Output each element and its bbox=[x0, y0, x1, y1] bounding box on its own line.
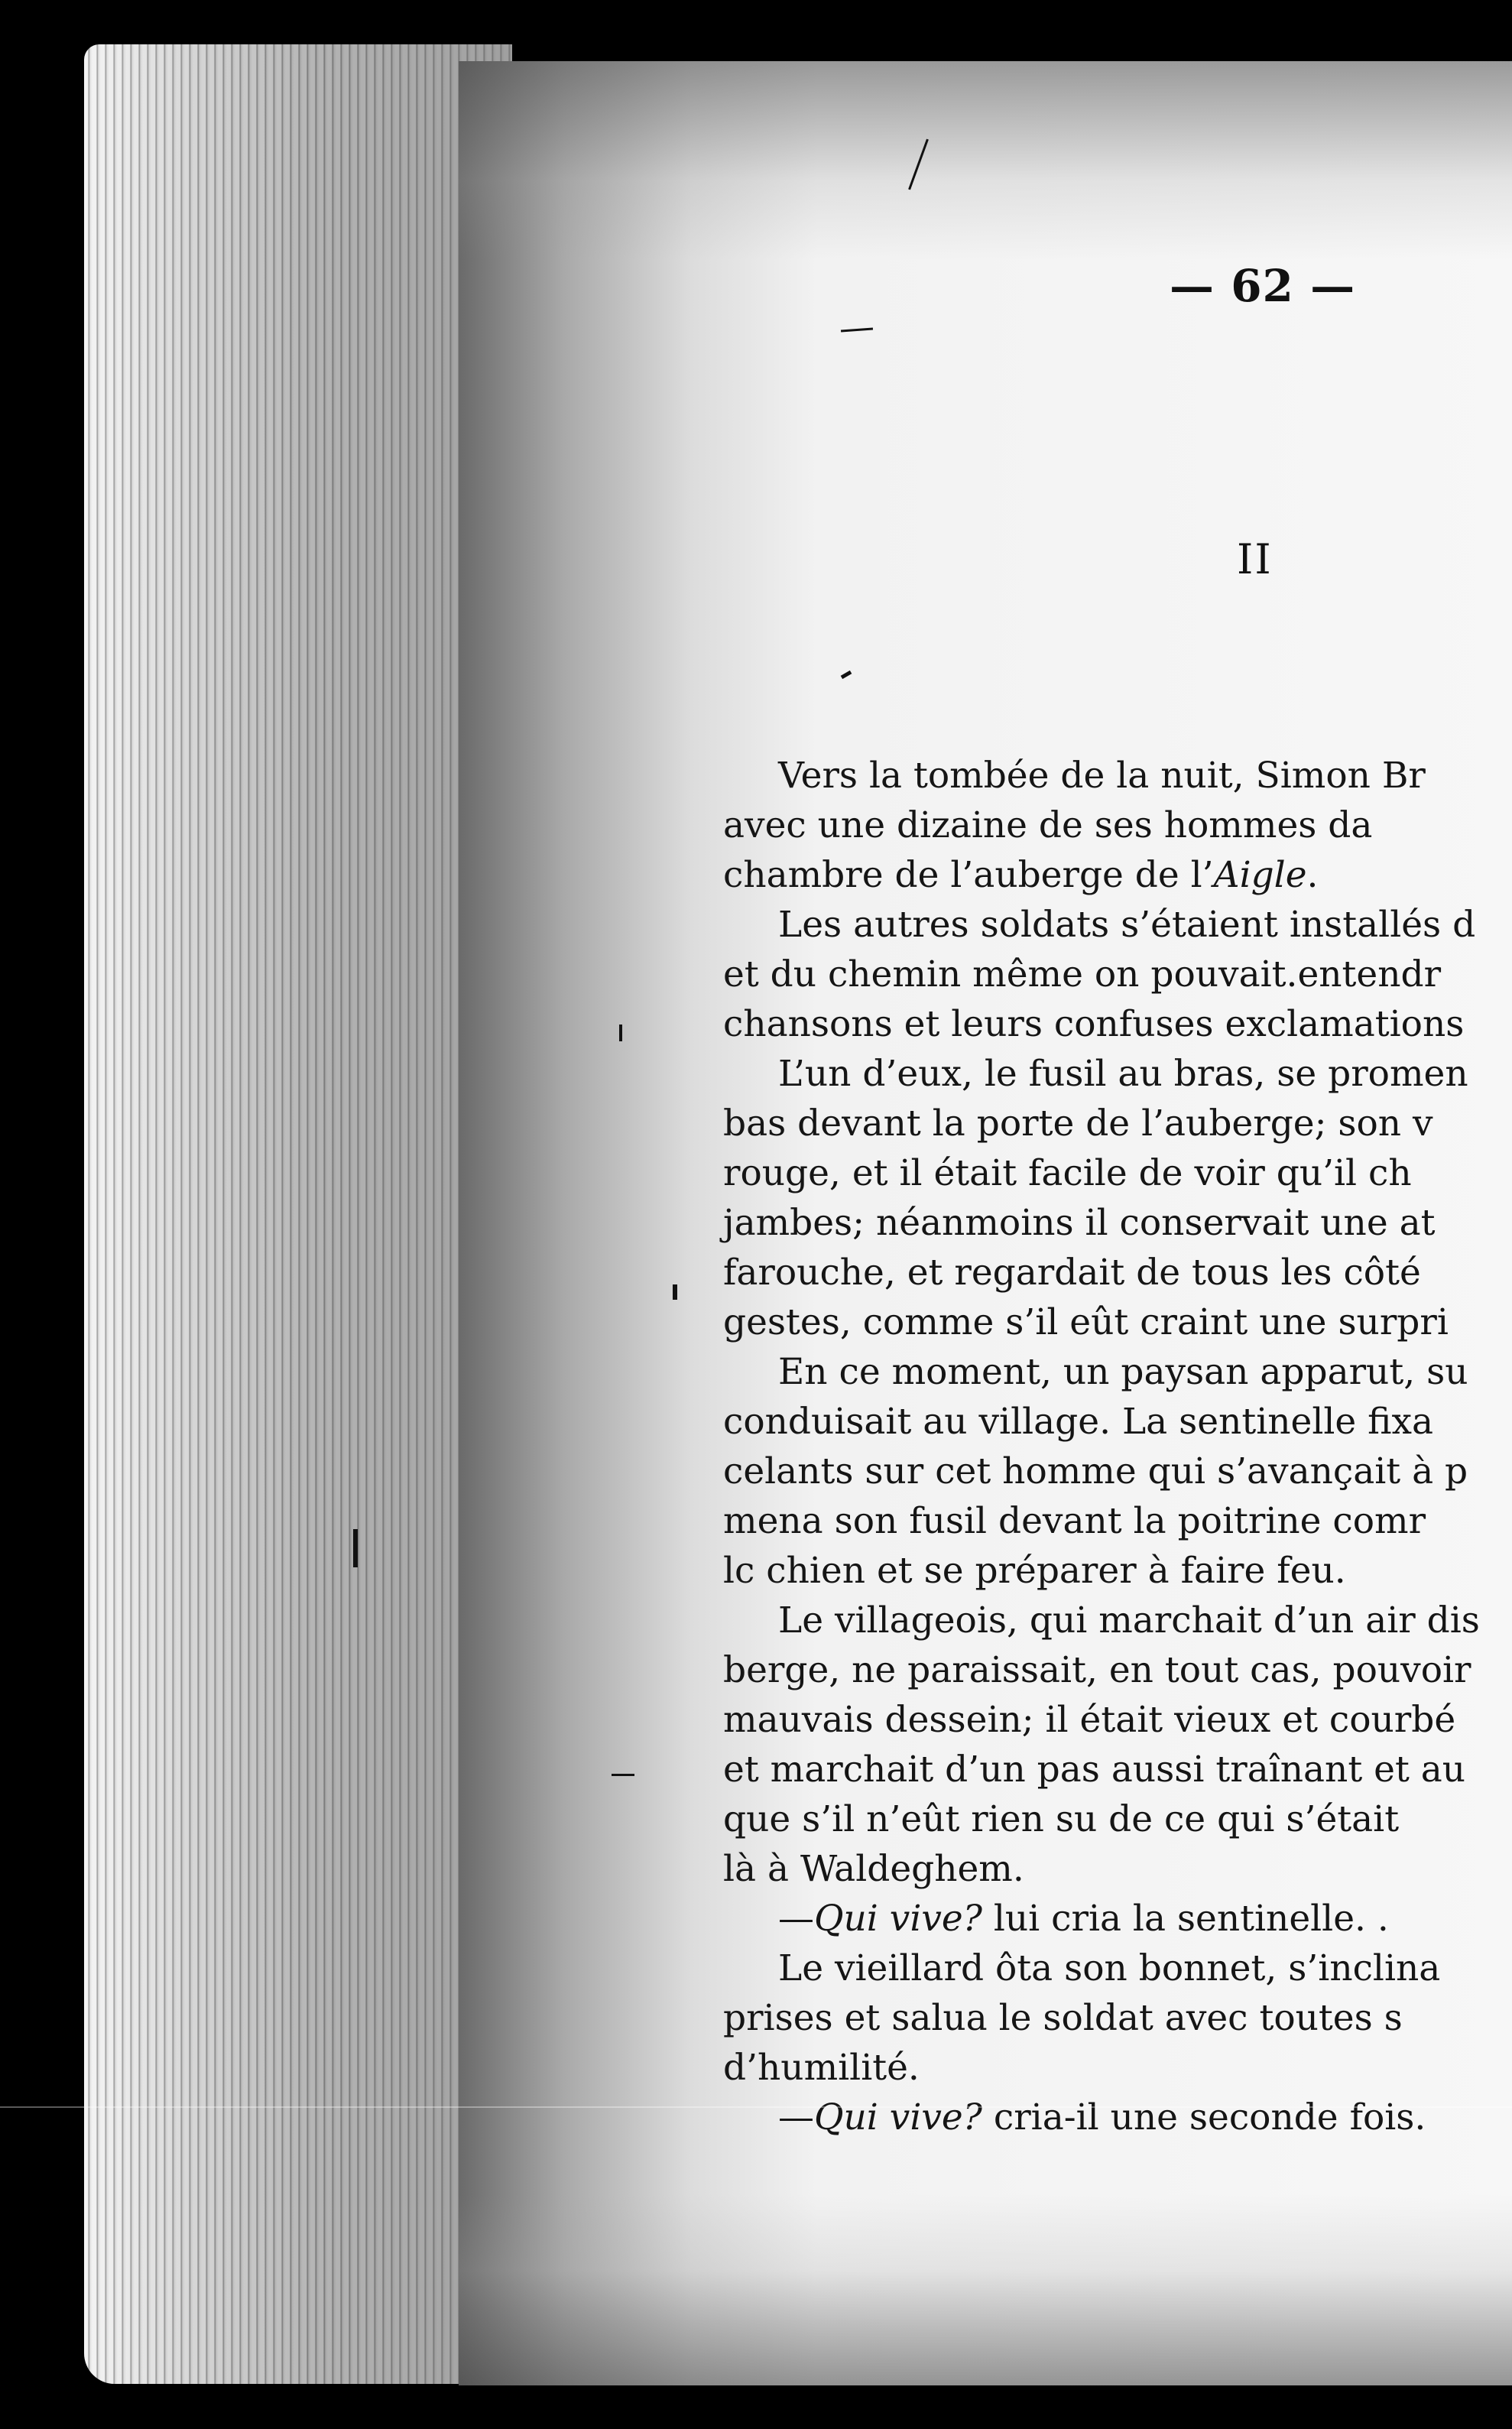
text-run: que s’il n’eût rien su de ce qui s’était bbox=[723, 1798, 1400, 1840]
text-run: farouche, et regardait de tous les côté bbox=[723, 1252, 1421, 1294]
italic-text: Qui vive? bbox=[814, 1898, 982, 1940]
text-line bbox=[723, 1496, 1512, 1546]
text-run: d’humilité. bbox=[723, 2047, 920, 2089]
text-line bbox=[723, 950, 1512, 999]
scan-line bbox=[0, 2106, 1512, 2108]
text-run: chansons et leurs confuses exclamations bbox=[723, 1003, 1465, 1045]
text-run: chambre de l’auberge de l’ bbox=[723, 854, 1214, 896]
text-run: . bbox=[1306, 854, 1319, 896]
text-line bbox=[723, 1695, 1512, 1745]
text-run: gestes, comme s’il eût craint une surpri bbox=[723, 1301, 1449, 1343]
text-line bbox=[723, 800, 1512, 850]
text-run: Le villageois, qui marchait d’un air dis bbox=[778, 1599, 1480, 1642]
text-line bbox=[723, 1546, 1512, 1596]
text-run: Le vieillard ôta son bonnet, s’inclina bbox=[778, 1947, 1441, 1989]
text-line bbox=[723, 1894, 1512, 1944]
text-line bbox=[723, 900, 1512, 950]
page-bottom-shadow bbox=[459, 2194, 1512, 2385]
text-run: mauvais dessein; il était vieux et courbé bbox=[723, 1699, 1456, 1741]
italic-text: Qui vive? bbox=[814, 2096, 982, 2138]
text-run: rouge, et il était facile de voir qu’il ch bbox=[723, 1152, 1412, 1194]
text-line bbox=[723, 1347, 1512, 1397]
text-line bbox=[723, 1297, 1512, 1347]
text-line bbox=[723, 1745, 1512, 1794]
text-run: Les autres soldats s’étaient installés d bbox=[778, 904, 1476, 946]
text-line bbox=[723, 2043, 1512, 2093]
text-line bbox=[723, 1198, 1512, 1248]
text-line bbox=[723, 1993, 1512, 2043]
ink-speck bbox=[673, 1284, 677, 1300]
text-line bbox=[723, 1844, 1512, 1894]
text-run: lui cria la sentinelle. . bbox=[982, 1898, 1389, 1940]
text-run: En ce moment, un paysan apparut, su bbox=[778, 1351, 1468, 1393]
text-line bbox=[723, 1645, 1512, 1695]
italic-text: Aigle bbox=[1213, 854, 1307, 896]
text-run: conduisait au village. La sentinelle fixa bbox=[723, 1401, 1434, 1443]
text-line bbox=[723, 1049, 1512, 1099]
text-line bbox=[723, 751, 1512, 800]
text-line bbox=[723, 1148, 1512, 1198]
text-run: cria-il une seconde fois. bbox=[982, 2096, 1426, 2138]
text-line bbox=[723, 1248, 1512, 1297]
text-line bbox=[723, 1944, 1512, 1993]
ink-speck bbox=[619, 1025, 622, 1041]
text-run: bas devant la porte de l’auberge; son v bbox=[723, 1102, 1433, 1145]
text-run: Vers la tombée de la nuit, Simon Br bbox=[778, 755, 1426, 797]
text-line bbox=[723, 999, 1512, 1049]
text-line bbox=[723, 1099, 1512, 1148]
page-top-shadow bbox=[459, 61, 1512, 260]
text-line bbox=[723, 1596, 1512, 1645]
text-run: et marchait d’un pas aussi traînant et au bbox=[723, 1749, 1466, 1791]
text-line bbox=[723, 1397, 1512, 1447]
text-run: berge, ne paraissait, en tout cas, pouvoir bbox=[723, 1649, 1471, 1691]
page-edges-shadow bbox=[84, 44, 512, 2384]
text-run: prises et salua le soldat avec toutes s bbox=[723, 1997, 1403, 2039]
text-run: et du chemin même on pouvait.entendr bbox=[723, 953, 1442, 995]
text-run: avec une dizaine de ses hommes da bbox=[723, 804, 1373, 846]
text-line bbox=[723, 2093, 1512, 2142]
text-line bbox=[723, 1447, 1512, 1496]
text-run: celants sur cet homme qui s’avançait à p bbox=[723, 1450, 1468, 1492]
text-run: là à Waldeghem. bbox=[723, 1848, 1024, 1890]
body-text bbox=[723, 751, 1512, 2142]
text-run: — bbox=[778, 1898, 814, 1940]
text-run: jambes; néanmoins il conservait une at bbox=[723, 1202, 1436, 1244]
text-line bbox=[723, 850, 1512, 900]
text-line bbox=[723, 1794, 1512, 1844]
ink-speck bbox=[612, 1774, 634, 1776]
text-run: lc chien et se préparer à faire feu. bbox=[723, 1550, 1346, 1592]
text-run: L’un d’eux, le fusil au bras, se promen bbox=[778, 1053, 1468, 1095]
chapter-heading: II bbox=[1237, 535, 1273, 583]
ink-speck bbox=[353, 1529, 358, 1567]
page-number: — 62 — bbox=[1170, 260, 1356, 312]
text-run: mena son fusil devant la poitrine comr bbox=[723, 1500, 1426, 1542]
text-run: — bbox=[778, 2096, 814, 2138]
